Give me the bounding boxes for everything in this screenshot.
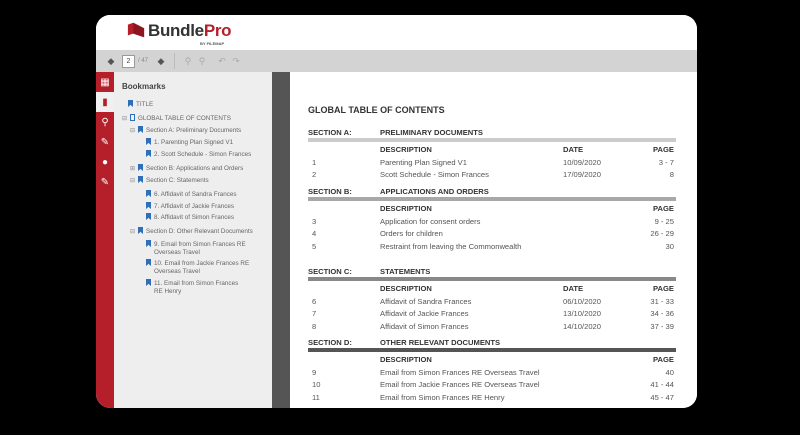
section-name: OTHER RELEVANT DOCUMENTS [380, 338, 501, 347]
row-description: Parenting Plan Signed V1 [380, 157, 467, 167]
bookmark-label: GLOBAL TABLE OF CONTENTS [138, 115, 231, 122]
collapse-icon[interactable]: ⊟ [122, 116, 128, 122]
row-date: 10/09/2020 [563, 157, 602, 167]
section-divider [308, 277, 676, 281]
bookmark-icon [146, 138, 151, 145]
bookmark-icon [130, 114, 135, 121]
row-date: 17/09/2020 [563, 170, 602, 180]
bookmark-item[interactable] [130, 164, 243, 174]
section-name: PRELIMINARY DOCUMENTS [380, 128, 483, 137]
row-page: 30 [665, 242, 674, 252]
bookmark-icon [146, 240, 151, 247]
bookmark-label: Section B: Applications and Orders [146, 165, 244, 172]
row-description: Affidavit of Simon Frances [380, 322, 469, 332]
bookmark-icon [138, 164, 143, 171]
bookmark-label: TITLE [136, 101, 154, 108]
redo-icon[interactable]: ↷ [232, 55, 240, 66]
row-description: Email from Simon Frances RE Overseas Travel [380, 367, 540, 377]
col-page: PAGE [653, 145, 674, 154]
row-description: Application for consent orders [380, 216, 481, 226]
header [96, 15, 697, 50]
brand-name: Bundle [148, 21, 204, 40]
row-description: Affidavit of Jackie Frances [380, 309, 469, 319]
search-icon[interactable]: ⚲ [101, 116, 109, 128]
bookmark-icon [146, 190, 151, 197]
section-divider [308, 138, 676, 142]
bookmark-item[interactable] [146, 150, 251, 159]
section-divider [308, 197, 676, 201]
page-total: / 47 [138, 58, 149, 64]
col-date: DATE [563, 145, 584, 154]
brand-sub: BY FILEMAP [200, 41, 225, 46]
row-date: 06/10/2020 [563, 296, 602, 306]
app-window [96, 15, 697, 408]
row-page: 3 - 7 [658, 157, 674, 167]
row-description: Affidavit of Sandra Frances [380, 296, 472, 306]
row-date: 13/10/2020 [563, 309, 602, 319]
row-page: 8 [669, 170, 674, 180]
splitter[interactable] [272, 72, 290, 408]
collapse-icon[interactable]: ⊟ [130, 128, 136, 134]
row-page: 34 - 36 [650, 309, 674, 319]
zoom-in-icon[interactable]: ⚲ [184, 55, 192, 66]
collapse-icon[interactable]: ⊟ [130, 178, 136, 184]
bookmark-label: 1. Parenting Plan Signed V1 [154, 139, 234, 146]
row-page: 41 - 44 [650, 380, 674, 390]
bookmark-item[interactable] [130, 176, 209, 186]
zoom-out-icon[interactable]: ⚲ [198, 55, 206, 66]
bookmark-icon [138, 227, 143, 234]
row-number: 5 [312, 242, 317, 252]
bookmark-item[interactable] [146, 190, 237, 199]
bookmark-label: 2. Scott Schedule - Simon Frances [154, 151, 252, 158]
section-name: STATEMENTS [380, 267, 431, 276]
row-number: 8 [312, 322, 317, 332]
collapse-icon[interactable]: ⊟ [130, 229, 136, 235]
bookmark-icon [138, 176, 143, 183]
col-description: DESCRIPTION [380, 284, 432, 293]
bookmark-label: Section A: Preliminary Documents [146, 127, 242, 134]
annotate-icon[interactable]: ✎ [100, 176, 110, 188]
bookmark-item[interactable] [146, 202, 234, 211]
bookmark-label-cont: RE Henry [154, 287, 182, 295]
bookmark-item[interactable] [122, 114, 231, 124]
row-number: 3 [312, 216, 317, 226]
section-id: SECTION B: [308, 187, 352, 196]
bookmark-item[interactable] [146, 213, 234, 222]
next-page-icon[interactable]: ◆ [157, 55, 165, 66]
brand-pro: Pro [203, 21, 232, 40]
row-page: 45 - 47 [650, 393, 674, 403]
bookmark-label: 9. Email from Simon Frances RE [154, 241, 246, 248]
document-title: GLOBAL TABLE OF CONTENTS [308, 105, 445, 115]
bookmark-label: 8. Affidavit of Simon Frances [154, 214, 235, 221]
expand-icon[interactable]: ⊞ [130, 166, 136, 172]
row-number: 7 [312, 309, 317, 319]
row-number: 10 [312, 380, 321, 390]
row-page: 9 - 25 [654, 216, 674, 226]
row-description: Restraint from leaving the Commonwealth [380, 242, 522, 252]
bookmark-icon [146, 202, 151, 209]
row-page: 37 - 39 [650, 322, 674, 332]
section-divider [308, 348, 676, 352]
bookmark-label: 10. Email from Jackie Frances RE [154, 260, 250, 267]
row-date: 14/10/2020 [563, 322, 602, 332]
bookmark-icon [146, 213, 151, 220]
bookmark-item[interactable] [146, 138, 233, 147]
row-number: 1 [312, 157, 317, 167]
row-page: 26 - 29 [650, 229, 674, 239]
bookmark-label: 7. Affidavit of Jackie Frances [154, 203, 235, 210]
section-id: SECTION A: [308, 128, 352, 137]
bookmarks-title: Bookmarks [122, 82, 166, 91]
bookmark-label: Section C: Statements [146, 177, 209, 184]
undo-icon[interactable]: ↶ [218, 55, 226, 66]
section-id: SECTION D: [308, 338, 352, 347]
page-input[interactable]: 2 [122, 55, 135, 68]
bookmark-item[interactable] [146, 259, 249, 275]
thumbnails-icon[interactable]: ▦ [100, 76, 110, 88]
bookmark-icon [146, 150, 151, 157]
row-page: 31 - 33 [650, 296, 674, 306]
bookmark-label: Section D: Other Relevant Documents [146, 228, 253, 235]
bookmark-icon [128, 100, 133, 107]
bookmark-icon [146, 259, 151, 266]
tool-rail [96, 72, 114, 408]
bookmark-icon [138, 126, 143, 133]
bookmark-item[interactable] [146, 240, 246, 256]
edit-icon[interactable]: ✎ [100, 136, 110, 148]
row-number: 11 [312, 393, 320, 403]
prev-page-icon[interactable]: ◆ [107, 55, 115, 66]
bookmarks-panel [114, 72, 272, 408]
col-description: DESCRIPTION [380, 204, 432, 213]
bookmark-label-cont: Overseas Travel [154, 267, 200, 275]
col-description: DESCRIPTION [380, 355, 432, 364]
comments-icon[interactable]: ● [101, 156, 109, 168]
row-number: 9 [312, 367, 317, 377]
bookmarks-icon[interactable]: ▮ [96, 92, 114, 112]
bookmark-icon [146, 279, 151, 286]
document-page [290, 72, 697, 408]
bookmark-item[interactable] [146, 279, 238, 295]
divider [174, 53, 175, 69]
bundlepro-logo [126, 21, 231, 41]
section-id: SECTION C: [308, 267, 352, 276]
row-number: 6 [312, 296, 317, 306]
bookmark-item[interactable] [130, 227, 253, 237]
logo-mark-icon [126, 21, 146, 39]
row-description: Orders for children [380, 229, 443, 239]
toolbar [96, 50, 697, 72]
row-page: 40 [665, 367, 674, 377]
bookmark-label-cont: Overseas Travel [154, 248, 200, 256]
row-number: 2 [312, 170, 317, 180]
col-date: DATE [563, 284, 584, 293]
row-description: Email from Simon Frances RE Henry [380, 393, 505, 403]
bookmark-item[interactable] [130, 126, 241, 136]
col-page: PAGE [653, 204, 674, 213]
col-description: DESCRIPTION [380, 145, 432, 154]
bookmark-label: 6. Affidavit of Sandra Frances [154, 191, 237, 198]
section-name: APPLICATIONS AND ORDERS [380, 187, 489, 196]
col-page: PAGE [653, 284, 674, 293]
row-description: Scott Schedule - Simon Frances [380, 170, 489, 180]
row-description: Email from Jackie Frances RE Overseas Travel [380, 380, 540, 390]
bookmark-item[interactable] [128, 100, 153, 109]
bookmark-label: 11. Email from Simon Frances [154, 280, 239, 287]
col-page: PAGE [653, 355, 674, 364]
row-number: 4 [312, 229, 317, 239]
